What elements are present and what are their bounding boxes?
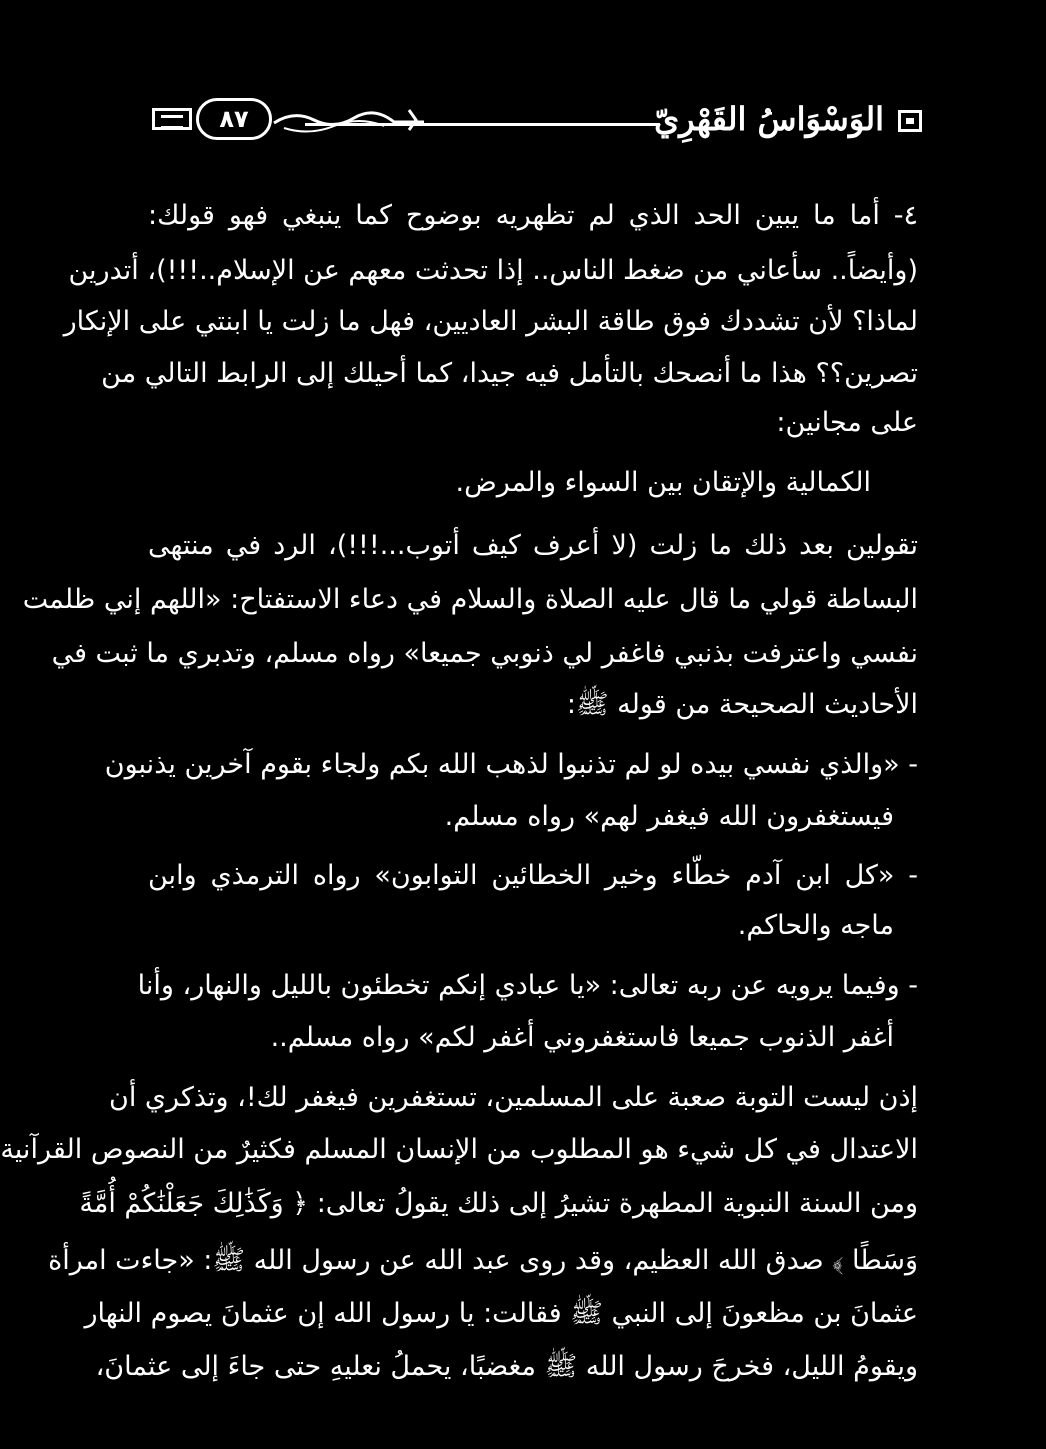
text-line: الأحاديث الصحيحة من قوله ﷺ: xyxy=(566,689,918,720)
text-line: البساطة قولي ما قال عليه الصلاة والسلام في دعاء الاستفتاح: «اللهم إني ظلمت xyxy=(22,584,918,615)
text-line: لماذا؟ لأن تشددك فوق طاقة البشر العاديين، فهل ما زلت يا ابنتي على الإنكار xyxy=(63,306,918,337)
hadith-line: أغفر الذنوب جميعا فاستغفروني أغفر لكم» رواه مسلم.. xyxy=(270,1022,894,1053)
text-line: ومن السنة النبوية المطهرة تشيرُ إلى ذلك يقولُ تعالى: ﴿ وَكَذَٰلِكَ جَعَلْنَٰكُمْ أُمَّةً xyxy=(79,1188,918,1219)
text-line: إذن ليست التوبة صعبة على المسلمين، تستغفرين فيغفر لك!، وتذكري أن xyxy=(109,1082,918,1113)
book-title: الوَسْوَاسُ القَهْرِيّ xyxy=(654,100,884,138)
hadith-line: ماجه والحاكم. xyxy=(737,910,894,941)
hadith-line: فيستغفرون الله فيغفر لهم» رواه مسلم. xyxy=(444,801,894,832)
text-line: (وأيضاً.. سأعاني من ضغط الناس.. إذا تحدثت معهم عن الإسلام..!!!)، أتدرين xyxy=(68,255,918,286)
hadith-line: - «كل ابن آدم خطّاء وخير الخطائين التوابون» رواه الترمذي وابن xyxy=(148,860,918,891)
text-line: على مجانين: xyxy=(776,407,918,438)
hadith-line: - وفيما يرويه عن ربه تعالى: «يا عبادي إنكم تخطئون بالليل والنهار، وأنا xyxy=(137,970,918,1001)
text-line: الاعتدال في كل شيء هو المطلوب من الإنسان المسلم فكثيرٌ من النصوص القرآنية xyxy=(0,1134,918,1165)
text-line: وَسَطًا ﴾ صدق الله العظيم، وقد روى عبد الله عن رسول الله ﷺ: «جاءت امرأة xyxy=(48,1245,918,1276)
page-number: ٨٧ xyxy=(196,98,272,140)
text-line: عثمانَ بن مظعونَ إلى النبي ﷺ فقالت: يا رسول الله إن عثمانَ يصوم النهار xyxy=(84,1298,918,1329)
text-line: ٤- أما ما يبين الحد الذي لم تظهريه بوضوح كما ينبغي فهو قولك: xyxy=(148,200,918,231)
text-line: تصرين؟؟ هذا ما أنصحك بالتأمل فيه جيدا، كما أحيلك إلى الرابط التالي من xyxy=(101,358,918,389)
text-line: تقولين بعد ذلك ما زلت (لا أعرف كيف أتوب...!!!)، الرد في منتهى xyxy=(148,530,918,561)
link-title[interactable]: الكمالية والإتقان بين السواء والمرض. xyxy=(455,467,871,498)
text-line: ويقومُ الليل، فخرجَ رسول الله ﷺ مغضبًا، يحملُ نعليهِ حتى جاءَ إلى عثمانَ، xyxy=(95,1351,918,1382)
text-line: نفسي واعترفت بذنبي فاغفر لي ذنوبي جميعا» رواه مسلم، وتدبري ما ثبت في xyxy=(51,638,918,669)
hadith-line: - «والذي نفسي بيده لو لم تذنبوا لذهب الله بكم ولجاء بقوم آخرين يذنبون xyxy=(104,749,918,780)
